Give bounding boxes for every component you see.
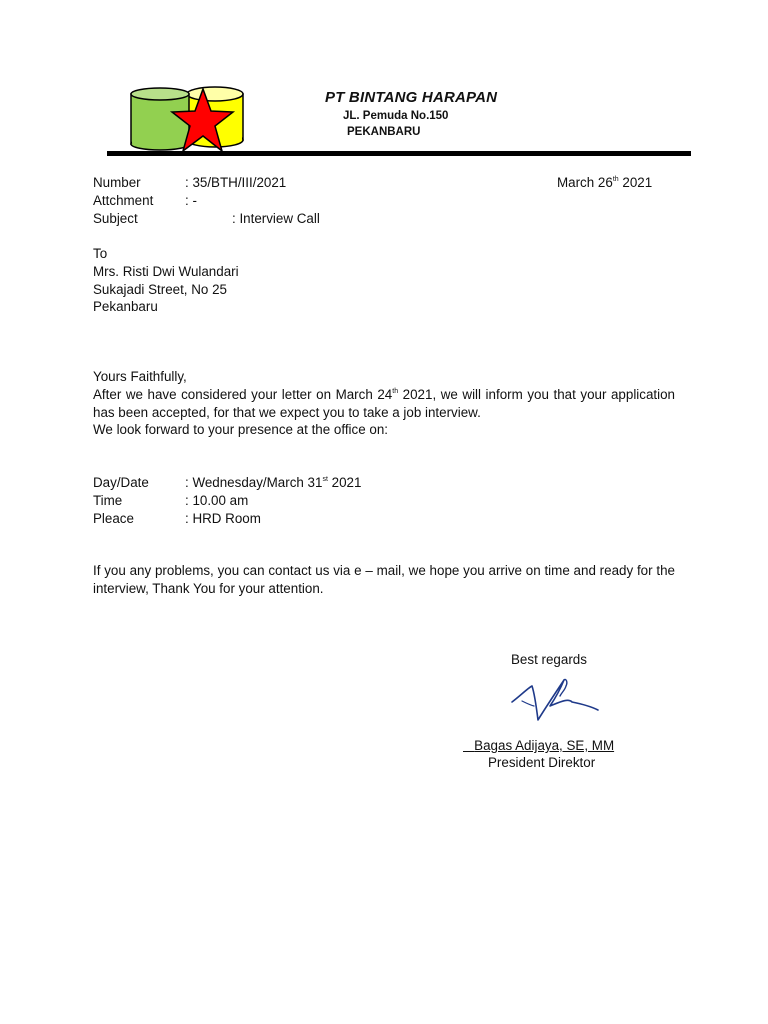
closing-paragraph: If you any problems, you can contact us via e – mail, we hope you arrive on time and ready for the interview, Thank You for your attention.: [93, 563, 675, 596]
letterhead-divider: [107, 151, 691, 156]
salutation: Yours Faithfully,: [93, 369, 187, 384]
company-city: PEKANBARU: [347, 126, 421, 138]
company-logo: [125, 83, 250, 155]
company-address: JL. Pemuda No.150: [343, 110, 449, 122]
recipient-city: Pekanbaru: [93, 299, 158, 314]
body-paragraph-2: We look forward to your presence at the office on:: [93, 422, 389, 437]
recipient-street: Sukajadi Street, No 25: [93, 282, 227, 297]
best-regards: Best regards: [511, 652, 587, 667]
attachment-label: Attchment: [93, 193, 154, 208]
number-label: Number: [93, 175, 141, 190]
letter-date: March 26th 2021: [557, 175, 653, 190]
body-paragraph: After we have considered your letter on March 24th 2021, we will inform you that your application has been accepted, for that we expect you to take a job interview.: [93, 387, 676, 420]
company-name: PT BINTANG HARAPAN: [325, 89, 498, 106]
time-value: : 10.00 am: [185, 493, 249, 508]
signatory-name: Bagas Adijaya, SE, MM: [474, 738, 615, 753]
place-label: Pleace: [93, 511, 134, 526]
attachment-value: : -: [185, 193, 197, 208]
time-label: Time: [93, 493, 123, 508]
place-value: : HRD Room: [185, 511, 261, 526]
number-value: : 35/BTH/III/2021: [185, 175, 287, 190]
recipient-name: Mrs. Risti Dwi Wulandari: [93, 264, 239, 279]
day-date-label: Day/Date: [93, 475, 149, 490]
day-date-value: : Wednesday/March 31st 2021: [185, 475, 362, 490]
signatory-title: President Direktor: [488, 755, 596, 770]
subject-value: : Interview Call: [232, 211, 320, 226]
recipient-to: To: [93, 246, 108, 261]
subject-label: Subject: [93, 211, 138, 226]
signature: [510, 676, 602, 728]
